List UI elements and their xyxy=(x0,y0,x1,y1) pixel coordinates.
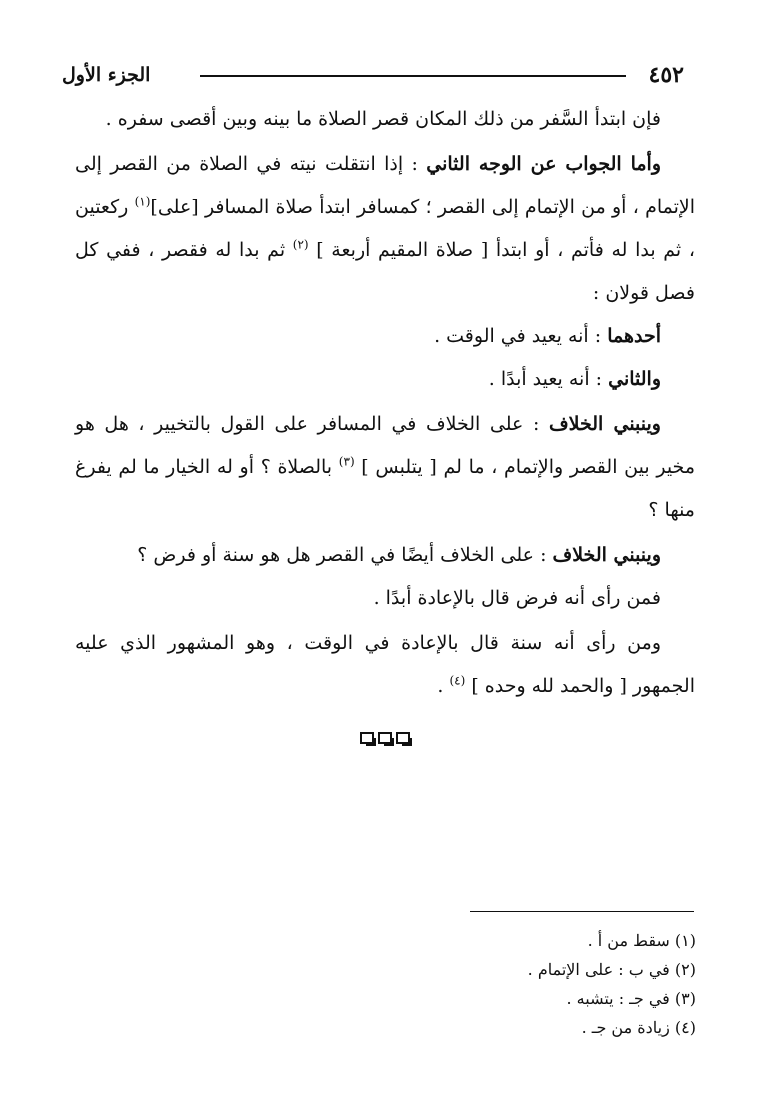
paragraph-text: ثم بدا له فقصر ، ففي كل فصل قولان : xyxy=(75,239,695,304)
paragraph-7 xyxy=(75,577,695,620)
footnote-2: (٢) في ب : على الإتمام . xyxy=(527,960,696,979)
paragraph-lead: وأما الجواب عن الوجه الثاني xyxy=(426,153,662,175)
footnote-ref-3[interactable]: (٣) xyxy=(338,454,355,469)
paragraph-text: فمن رأى أنه فرض قال بالإعادة أبدًا . xyxy=(373,587,661,609)
paragraph-1 xyxy=(75,98,695,141)
paragraph-2 xyxy=(75,143,695,315)
ornament-square xyxy=(378,732,392,744)
footnote-ref-1[interactable]: (١) xyxy=(134,194,151,209)
ornament-square xyxy=(360,732,374,744)
paragraph-4 xyxy=(75,358,695,401)
paragraph-text: : على الخلاف في المسافر على القول بالتخيير ، هل هو مخير بين القصر والإتمام ، ما لم [ يتلبس ] xyxy=(75,413,696,478)
paragraph-text: فإن ابتدأ السَّفر من ذلك المكان قصر الصلاة ما بينه وبين أقصى سفره . xyxy=(105,108,661,130)
paragraph-5 xyxy=(75,403,695,532)
paragraph-6 xyxy=(75,534,695,577)
paragraph-8 xyxy=(75,622,695,708)
body-text xyxy=(75,98,695,708)
footnote-ref-2[interactable]: (٢) xyxy=(292,237,309,252)
header-rule xyxy=(200,75,626,77)
paragraph-text: بالصلاة ؟ أو له الخيار ما لم يفرغ منها ؟ xyxy=(75,456,695,521)
paragraph-text: ومن رأى أنه سنة قال بالإعادة في الوقت ، وهو المشهور الذي عليه الجمهور [ والحمد لله وحده ] xyxy=(75,632,695,697)
footnote-1: (١) سقط من أ . xyxy=(587,931,696,950)
ornament-square xyxy=(396,732,410,744)
paragraph-text: ركعتين ، ثم بدا له فأتم ، أو ابتدأ [ صلاة المقيم أربعة ] xyxy=(75,196,695,261)
paragraph-text: : أنه يعيد في الوقت . xyxy=(434,325,608,347)
paragraph-text: . xyxy=(437,675,450,697)
footnote-separator xyxy=(470,911,694,912)
paragraph-text: : أنه يعيد أبدًا . xyxy=(488,368,609,390)
paragraph-text: : إذا انتقلت نيته في الصلاة من القصر إلى الإتمام ، أو من الإتمام إلى القصر ؛ كمسافر ابتدأ صلاة المسافر [على] xyxy=(75,153,696,218)
running-title: الجزء الأول xyxy=(62,64,151,86)
page-header xyxy=(62,60,684,90)
paragraph-lead: وينبني الخلاف xyxy=(552,544,661,566)
page-number: ٤٥٢ xyxy=(648,62,684,88)
paragraph-lead: والثاني xyxy=(608,368,661,390)
footnotes xyxy=(300,926,696,1042)
footnote-3: (٣) في جـ : يتشبه . xyxy=(566,989,696,1008)
footnote-4: (٤) زيادة من جـ . xyxy=(581,1018,696,1037)
paragraph-lead: وينبني الخلاف xyxy=(548,413,661,435)
paragraph-3 xyxy=(75,315,695,358)
footnote-ref-4[interactable]: (٤) xyxy=(449,673,466,688)
paragraph-lead: أحدهما xyxy=(607,325,661,347)
section-end-ornament xyxy=(360,732,420,748)
paragraph-text: : على الخلاف أيضًا في القصر هل هو سنة أو فرض ؟ xyxy=(137,544,553,566)
